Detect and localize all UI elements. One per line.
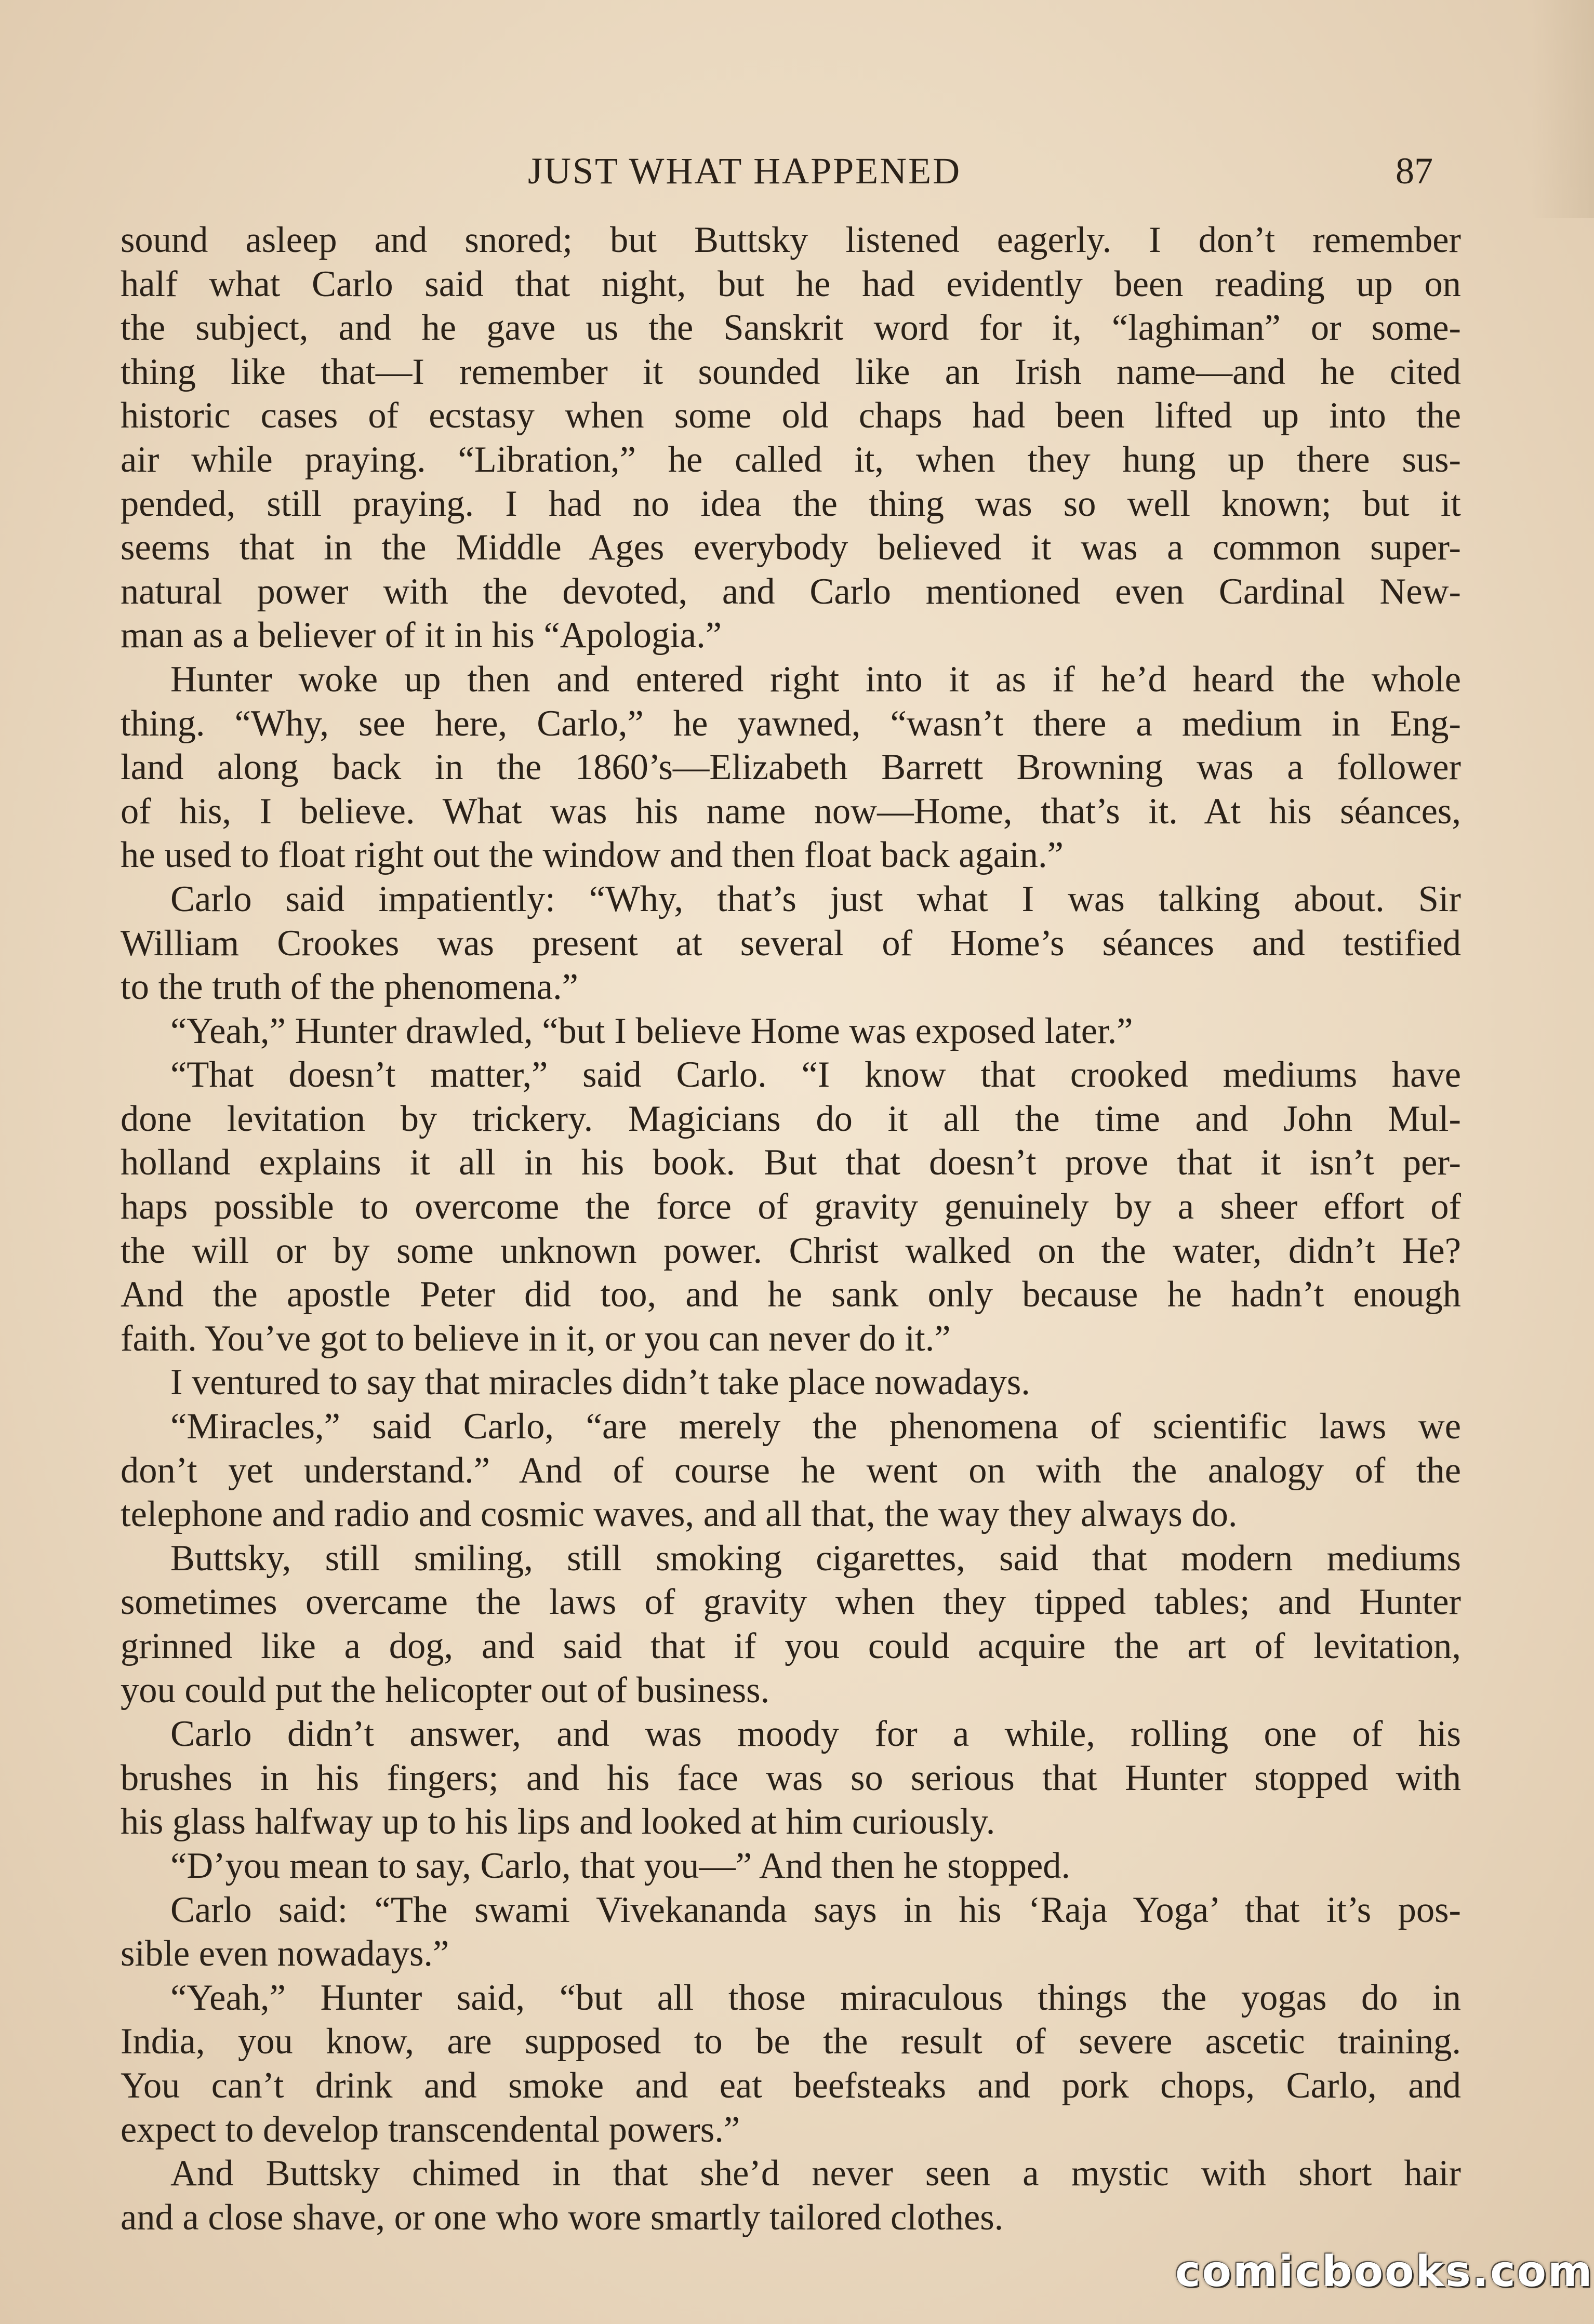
text-line: And the apostle Peter did too, and he sank only because he hadn’t enough bbox=[121, 1274, 1461, 1315]
text-line: he used to float right out the window and then float back again.” bbox=[121, 835, 1064, 876]
running-head: JUST WHAT HAPPENED bbox=[528, 150, 962, 192]
text-line: William Crookes was present at several of Home’s séances and testified bbox=[121, 923, 1461, 964]
text-line: expect to develop transcendental powers.” bbox=[121, 2109, 740, 2150]
text-line: Carlo said impatiently: “Why, that’s just what I was talking about. Sir bbox=[170, 878, 1461, 919]
text-line: done levitation by trickery. Magicians do it all the time and John Mul- bbox=[121, 1098, 1461, 1139]
text-line: seems that in the Middle Ages everybody believed it was a common super- bbox=[121, 527, 1461, 568]
text-line: “D’you mean to say, Carlo, that you—” And then he stopped. bbox=[170, 1845, 1071, 1886]
text-line: to the truth of the phenomena.” bbox=[121, 967, 578, 1008]
text-line: pended, still praying. I had no idea the thing was so well known; but it bbox=[121, 483, 1461, 524]
text-line: I ventured to say that miracles didn’t take place nowadays. bbox=[170, 1362, 1030, 1403]
page-number: 87 bbox=[1396, 150, 1433, 192]
text-line: man as a believer of it in his “Apologia.” bbox=[121, 615, 722, 656]
text-line: “Miracles,” said Carlo, “are merely the phenomena of scientific laws we bbox=[170, 1406, 1461, 1447]
text-line: holland explains it all in his book. But that doesn’t prove that it isn’t per- bbox=[121, 1142, 1461, 1183]
body-text bbox=[121, 218, 1461, 2239]
text-line: thing. “Why, see here, Carlo,” he yawned, “wasn’t there a medium in Eng- bbox=[121, 703, 1461, 744]
text-line: You can’t drink and smoke and eat beefsteaks and pork chops, Carlo, and bbox=[121, 2065, 1461, 2106]
text-line: Carlo didn’t answer, and was moody for a while, rolling one of his bbox=[170, 1714, 1461, 1755]
text-line: Carlo said: “The swami Vivekananda says in his ‘Raja Yoga’ that it’s pos- bbox=[170, 1889, 1461, 1930]
text-line: the will or by some unknown power. Christ walked on the water, didn’t He? bbox=[121, 1230, 1461, 1271]
text-line: India, you know, are supposed to be the result of severe ascetic training. bbox=[121, 2021, 1461, 2062]
text-line: land along back in the 1860’s—Elizabeth Barrett Browning was a follower bbox=[121, 747, 1461, 788]
site-watermark: comicbooks.com bbox=[1175, 2247, 1594, 2296]
text-line: Buttsky, still smiling, still smoking cigarettes, said that modern mediums bbox=[170, 1538, 1461, 1579]
text-line: you could put the helicopter out of business. bbox=[121, 1669, 770, 1711]
text-line: brushes in his fingers; and his face was so serious that Hunter stopped with bbox=[121, 1757, 1461, 1798]
text-line: faith. You’ve got to believe in it, or you can never do it.” bbox=[121, 1318, 951, 1359]
text-line: “Yeah,” Hunter said, “but all those miraculous things the yogas do in bbox=[170, 1977, 1461, 2018]
text-line: historic cases of ecstasy when some old chaps had been lifted up into the bbox=[121, 395, 1461, 436]
text-line: don’t yet understand.” And of course he went on with the analogy of the bbox=[121, 1450, 1461, 1491]
page-edge-wear bbox=[1532, 0, 1594, 218]
text-line: his glass halfway up to his lips and looked at him curiously. bbox=[121, 1801, 995, 1842]
text-line: sound asleep and snored; but Buttsky listened eagerly. I don’t remember bbox=[121, 220, 1461, 260]
text-line: the subject, and he gave us the Sanskrit word for it, “laghiman” or some- bbox=[121, 308, 1461, 349]
text-line: natural power with the devoted, and Carlo mentioned even Cardinal New- bbox=[121, 571, 1461, 612]
text-line: air while praying. “Libration,” he called it, when they hung up there sus- bbox=[121, 439, 1461, 480]
text-line: Hunter woke up then and entered right into it as if he’d heard the whole bbox=[170, 659, 1461, 700]
text-line: of his, I believe. What was his name now—Home, that’s it. At his séances, bbox=[121, 791, 1461, 832]
text-line: thing like that—I remember it sounded like an Irish name—and he cited bbox=[121, 351, 1461, 392]
text-line: haps possible to overcome the force of gravity genuinely by a sheer effort of bbox=[121, 1186, 1461, 1227]
text-line: And Buttsky chimed in that she’d never seen a mystic with short hair bbox=[170, 2153, 1461, 2194]
text-line: “That doesn’t matter,” said Carlo. “I know that crooked mediums have bbox=[170, 1054, 1461, 1096]
text-line: sible even nowadays.” bbox=[121, 1933, 449, 1974]
text-line: and a close shave, or one who wore smartly tailored clothes. bbox=[121, 2197, 1004, 2238]
text-line: half what Carlo said that night, but he had evidently been reading up on bbox=[121, 263, 1461, 304]
text-line: “Yeah,” Hunter drawled, “but I believe Home was exposed later.” bbox=[170, 1010, 1133, 1051]
text-line: telephone and radio and cosmic waves, and all that, the way they always do. bbox=[121, 1494, 1238, 1535]
text-line: grinned like a dog, and said that if you could acquire the art of levitation, bbox=[121, 1626, 1461, 1666]
text-line: sometimes overcame the laws of gravity when they tipped tables; and Hunter bbox=[121, 1582, 1461, 1623]
